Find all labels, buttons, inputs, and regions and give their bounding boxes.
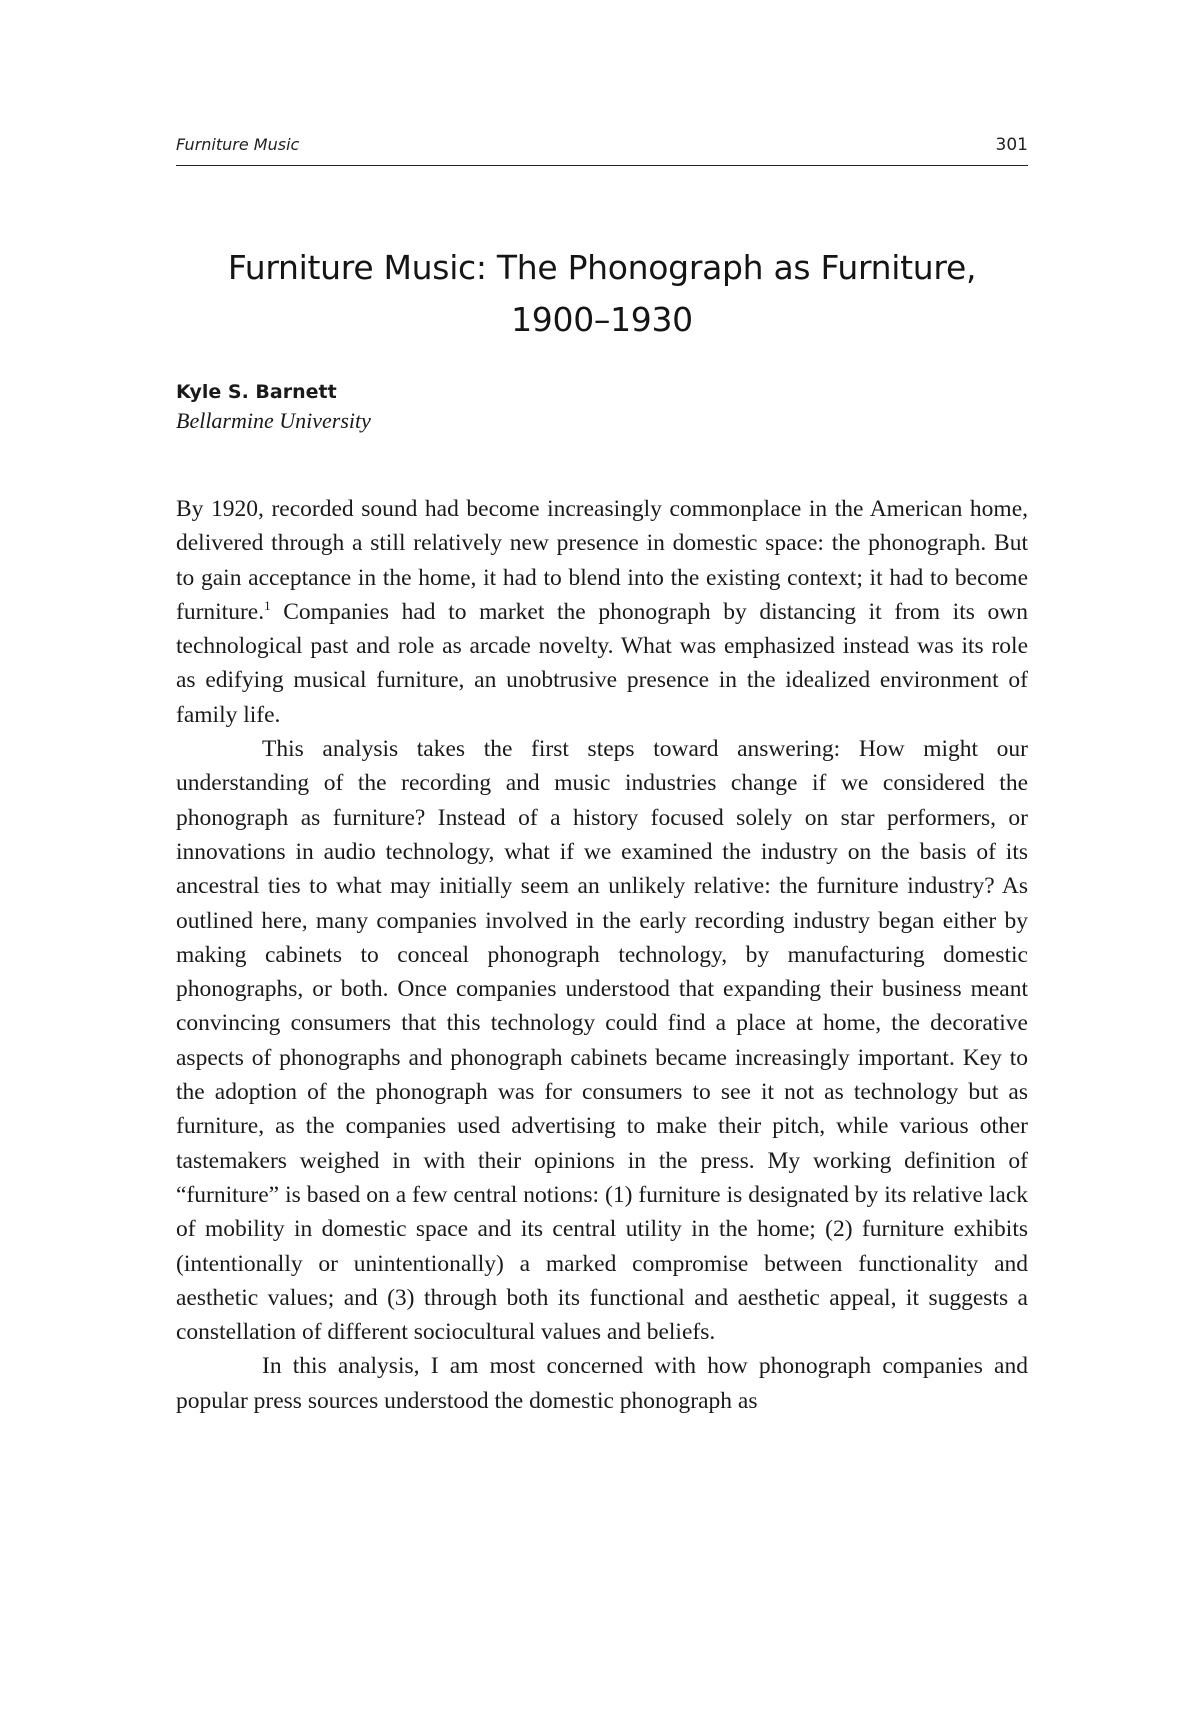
article-body <box>176 492 1028 1418</box>
body-paragraph-1 <box>176 492 1028 732</box>
article-title-line-2: 1900–1930 <box>511 300 693 339</box>
author-affiliation: Bellarmine University <box>176 408 371 433</box>
running-header <box>176 131 1028 166</box>
article-title <box>176 242 1028 346</box>
paragraph-1-text-a: By 1920, recorded sound had become increasingly commonplace in the American home, delivered through a still relatively new presence in domestic space: the phonograph. But to gain acceptance in the home, it had to blend into the existing context; it had to become furniture. <box>176 496 1028 625</box>
page-number: 301 <box>995 135 1028 155</box>
footnote-marker: 1 <box>264 598 271 614</box>
running-title: Furniture Music <box>176 135 300 154</box>
author-block <box>176 378 371 436</box>
paragraph-1-text-b: Companies had to market the phonograph by distancing it from its own technological past and role as arcade novelty. What was emphasized instead was its role as edifying musical furniture, an unobtrusive presence in the idealized environment of family life. <box>176 598 1028 728</box>
body-paragraph-2: This analysis takes the first steps toward answering: How might our understanding of the recording and music industries change if we considered the phonograph as furniture? Instead of a history focused solely on star performers, or innovations in audio technology, what if we examined the industry on the basis of its ancestral ties to what may initially seem an unlikely relative: the furniture industry? As outlined here, many companies involved in the early recording industry began either by making cabinets to conceal phonograph technology, by manufacturing domestic phonographs, or both. Once companies understood that expanding their business meant convincing consumers that this technology could find a place at home, the decorative aspects of phonographs and phonograph cabinets became increasingly important. Key to the adoption of the phonograph was for consumers to see it not as technology but as furniture, as the companies used advertising to make their pitch, while various other tastemakers weighed in with their opinions in the press. My working definition of “furniture” is based on a few central notions: (1) furniture is designated by its relative lack of mobility in domestic space and its central utility in the home; (2) furniture exhibits (intentionally or unintentionally) a marked compromise between functionality and aesthetic values; and (3) through both its functional and aesthetic appeal, it suggests a constellation of different sociocultural values and beliefs. <box>176 736 1028 1346</box>
article-title-line-1: Furniture Music: The Phonograph as Furniture, <box>227 248 977 287</box>
author-name: Kyle S. Barnett <box>176 381 337 403</box>
body-paragraph-3: In this analysis, I am most concerned with how phonograph companies and popular press sources understood the domestic phonograph as <box>176 1353 1028 1414</box>
